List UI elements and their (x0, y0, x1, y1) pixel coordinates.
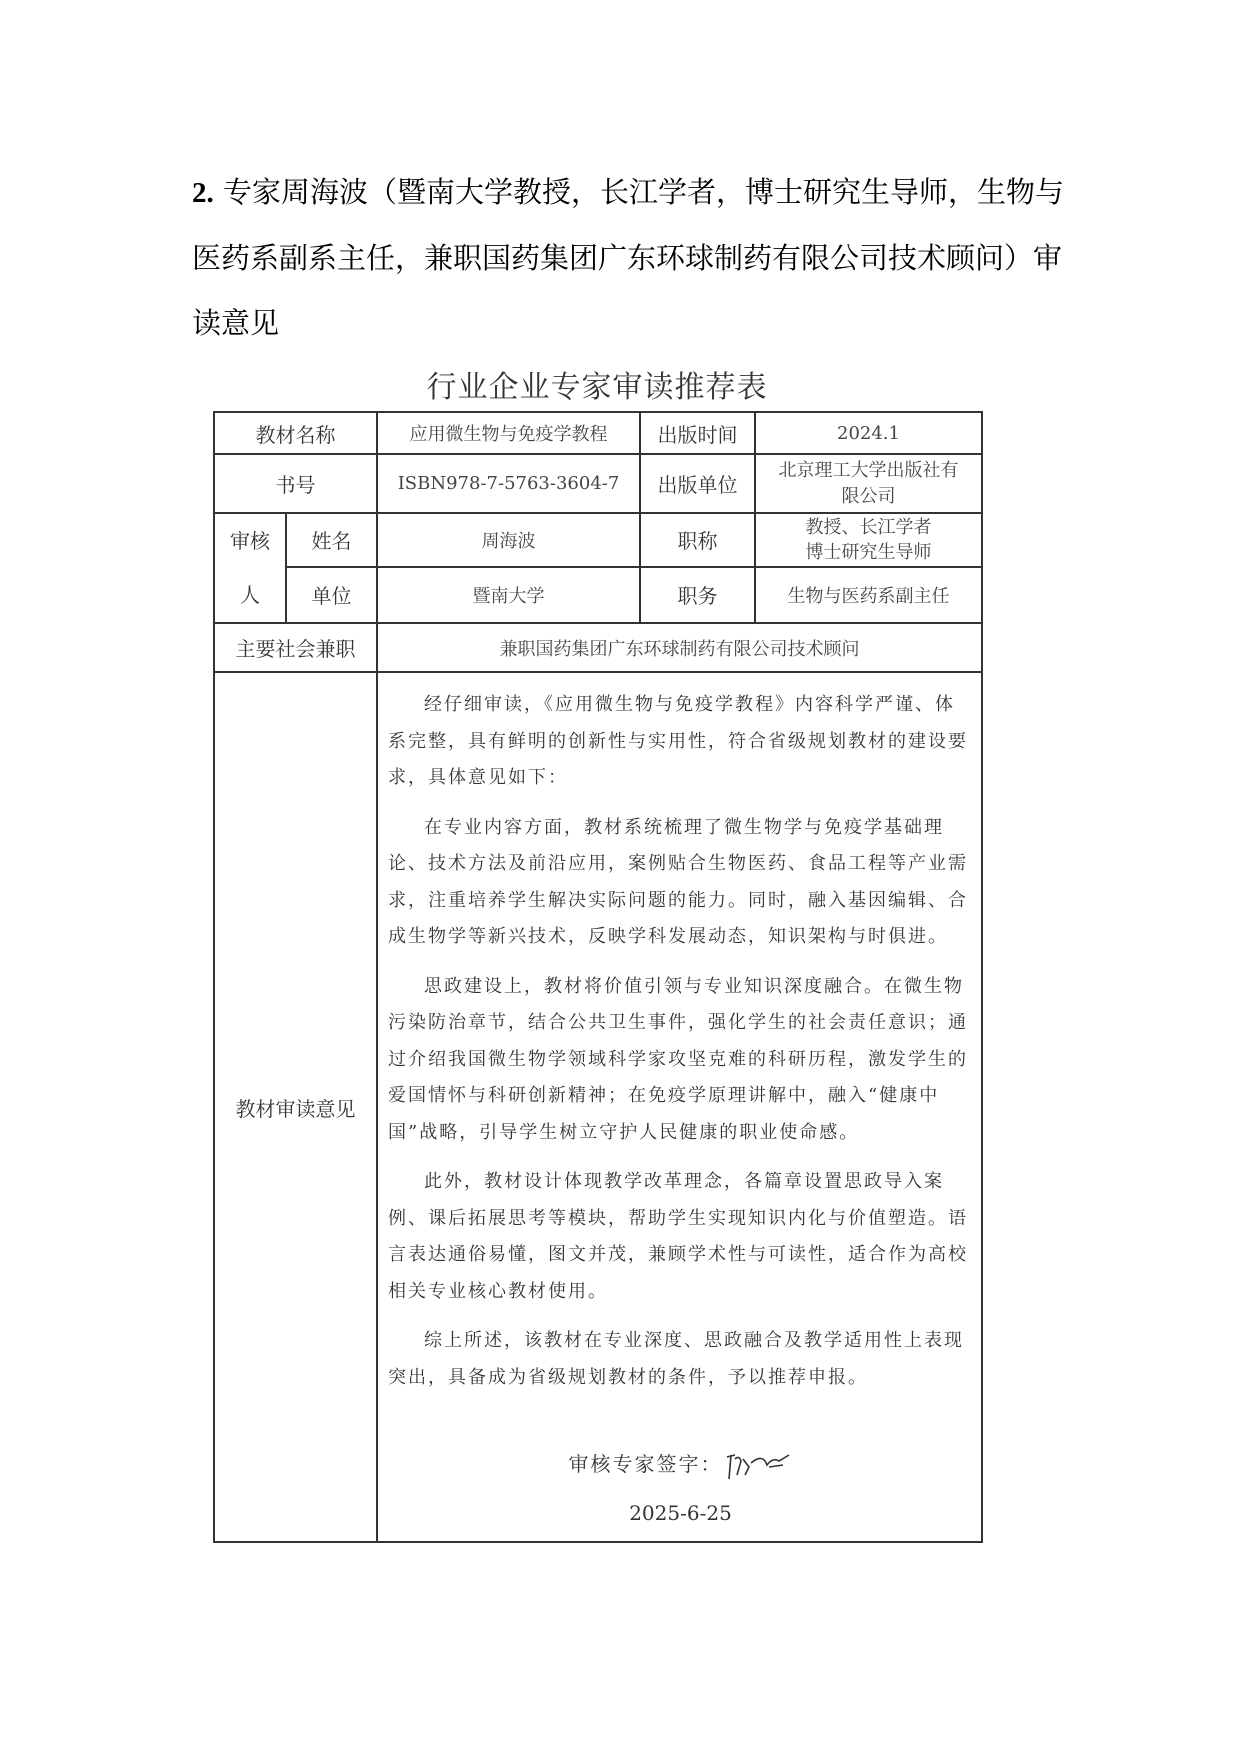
label-reviewer-top: 审核 (230, 529, 270, 553)
table-row (214, 454, 982, 513)
table-row (214, 412, 982, 454)
label-unit: 单位 (286, 567, 377, 623)
value-title-line1: 教授、长江学者 (805, 516, 932, 538)
handwritten-signature (723, 1449, 793, 1483)
opinion-paragraph: 思政建设上，教材将价值引领与专业知识深度融合。在微生物污染防治章节，结合公共卫生事件，强化学生的社会责任意识；通过介绍我国微生物学领域科学家攻坚克难的科研历程，激发学生的爱国情怀与科研创新精神；在免疫学原理讲解中，融入“健康中国”战略，引导学生树立守护人民健康的职业使命感。 (388, 975, 968, 1143)
value-position: 生物与医药系副主任 (755, 567, 982, 623)
value-publisher: 北京理工大学出版社有限公司 (755, 454, 982, 513)
opinion-paragraph: 此外，教材设计体现教学改革理念，各篇章设置思政导入案例、课后拓展思考等模块，帮助学生实现知识内化与价值塑造。语言表达通俗易懂，图文并茂，兼顾学术性与可读性，适合作为高校相关专业核心教材使用。 (388, 1171, 968, 1302)
value-title (755, 513, 982, 567)
label-reviewer (214, 513, 286, 623)
table-row (214, 623, 982, 672)
label-social: 主要社会兼职 (214, 623, 377, 672)
table-row (214, 672, 982, 1542)
opinion-paragraph: 经仔细审读，《应用微生物与免疫学教程》内容科学严谨、体系完整，具有鲜明的创新性与实用性，符合省级规划教材的建设要求，具体意见如下： (388, 694, 968, 788)
form-title: 行业企业专家审读推荐表 (426, 370, 768, 405)
section-heading-text: 专家周海波（暨南大学教授，长江学者，博士研究生导师，生物与医药系副系主任，兼职国药集团广东环球制药有限公司技术顾问）审读意见 (192, 175, 1064, 340)
section-heading (192, 160, 1072, 356)
label-book-name: 教材名称 (214, 412, 377, 454)
label-title: 职称 (640, 513, 755, 567)
signature-line (388, 1446, 973, 1483)
review-form-table (213, 411, 983, 1543)
value-book-name: 应用微生物与免疫学教程 (377, 412, 640, 454)
label-position: 职务 (640, 567, 755, 623)
opinion-paragraph: 综上所述，该教材在专业深度、思政融合及教学适用性上表现突出，具备成为省级规划教材的条件，予以推荐申报。 (388, 1330, 964, 1388)
value-unit: 暨南大学 (377, 567, 640, 623)
value-isbn: ISBN978-7-5763-3604-7 (377, 454, 640, 513)
label-reviewer-bottom: 人 (240, 583, 260, 607)
table-row (214, 567, 982, 623)
opinion-paragraph: 在专业内容方面，教材系统梳理了微生物学与免疫学基础理论、技术方法及前沿应用，案例贴合生物医药、食品工程等产业需求，注重培养学生解决实际问题的能力。同时，融入基因编辑、合成生物学等新兴技术，反映学科发展动态，知识架构与时俱进。 (388, 816, 968, 947)
opinion-cell (377, 672, 982, 1542)
value-social: 兼职国药集团广东环球制药有限公司技术顾问 (377, 623, 982, 672)
label-pub-time: 出版时间 (640, 412, 755, 454)
value-title-line2: 博士研究生导师 (805, 541, 932, 563)
signature-label: 审核专家签字： (568, 1452, 723, 1476)
signature-date: 2025-6-25 (629, 1500, 732, 1525)
label-publisher: 出版单位 (640, 454, 755, 513)
table-row (214, 513, 982, 567)
value-name: 周海波 (377, 513, 640, 567)
section-number: 2. (192, 177, 214, 209)
label-isbn: 书号 (214, 454, 377, 513)
label-opinion: 教材审读意见 (214, 672, 377, 1542)
label-name: 姓名 (286, 513, 377, 567)
value-pub-time: 2024.1 (755, 412, 982, 454)
